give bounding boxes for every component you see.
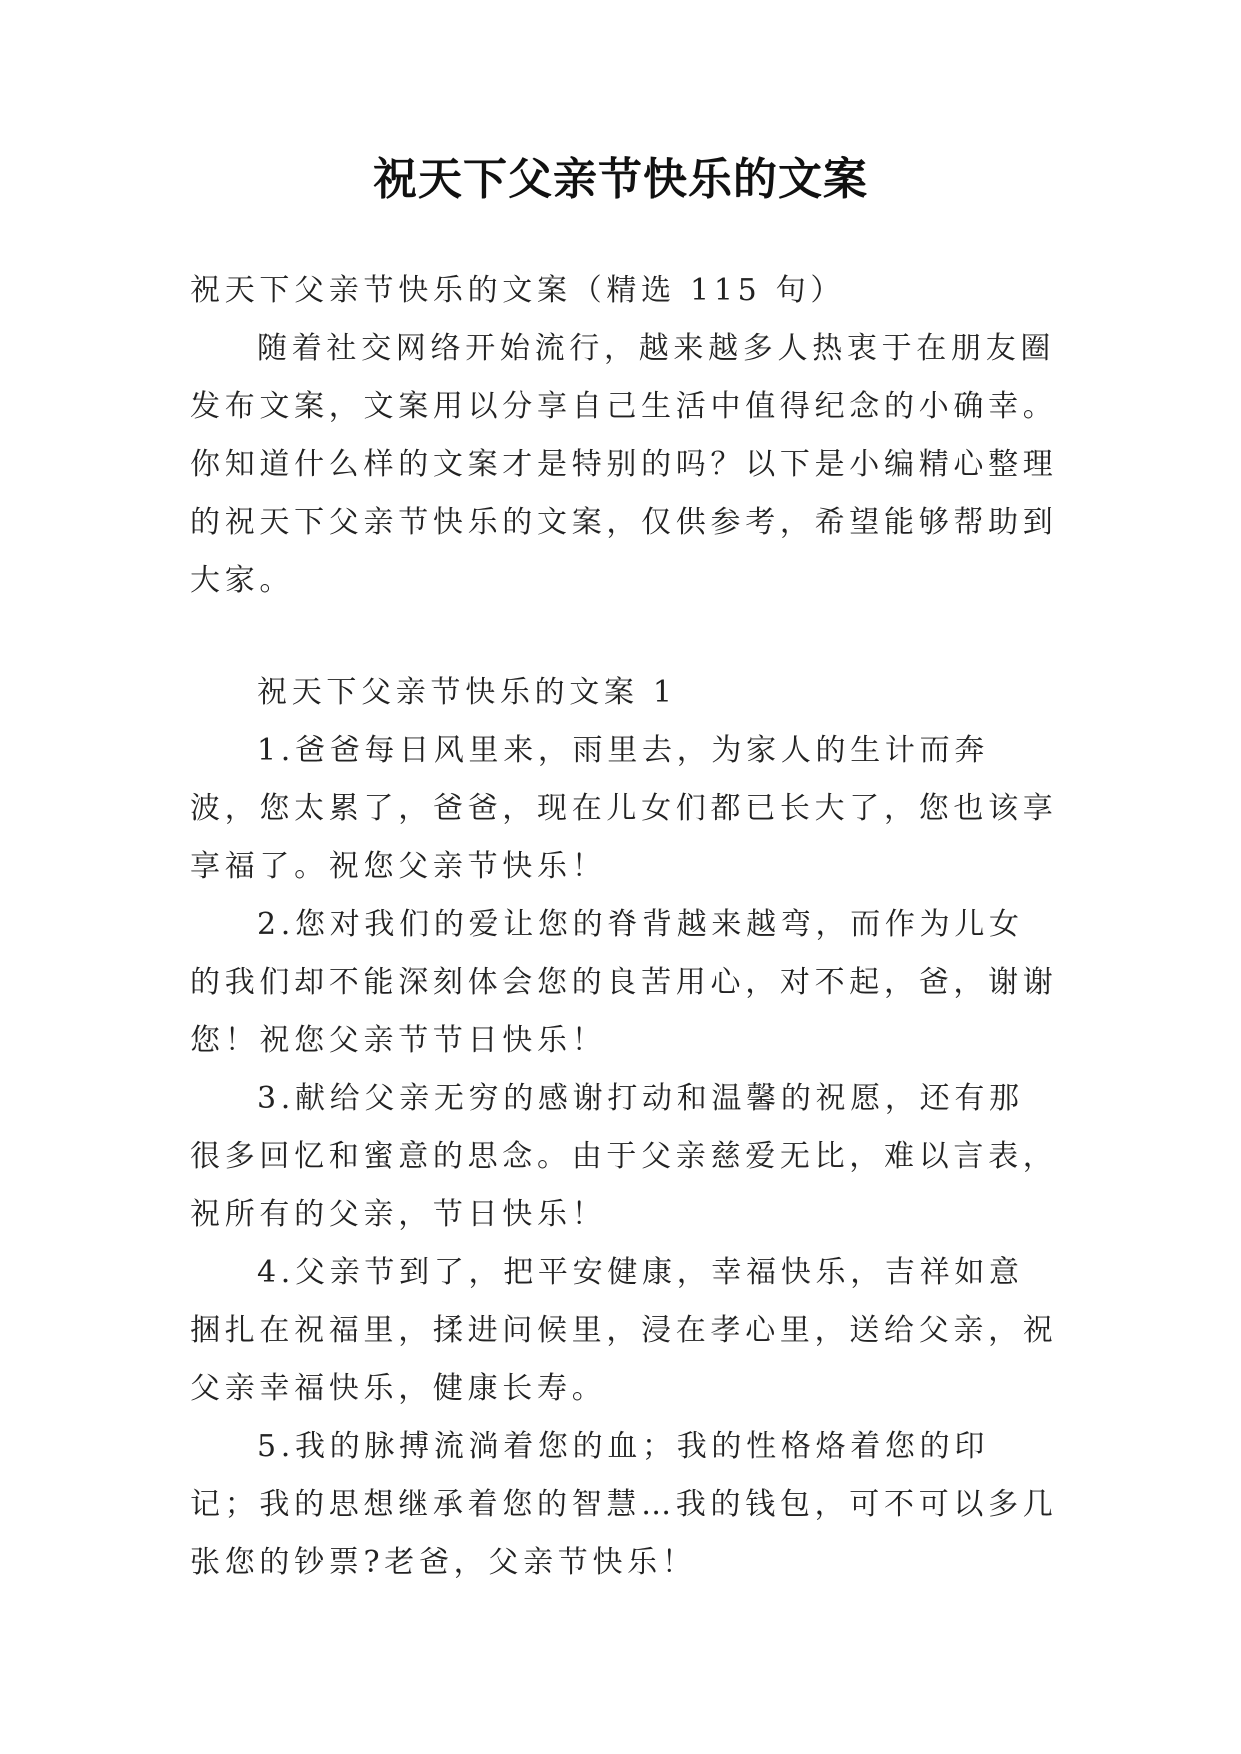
list-item: 5.我的脉搏流淌着您的血；我的性格烙着您的印记；我的思想继承着您的智慧…我的钱包，可不可以多几张您的钞票?老爸，父亲节快乐！ — [190, 1429, 1058, 1580]
document-title: 祝天下父亲节快乐的文案 — [373, 154, 868, 205]
intro-paragraph: 随着社交网络开始流行，越来越多人热衷于在朋友圈发布文案，文案用以分享自己生活中值得纪念的小确幸。你知道什么样的文案才是特别的吗？以下是小编精心整理的祝天下父亲节快乐的文案，仅供参考，希望能够帮助到大家。 — [190, 331, 1058, 598]
list-item: 3.献给父亲无穷的感谢打动和温馨的祝愿，还有那很多回忆和蜜意的思念。由于父亲慈爱无比，难以言表，祝所有的父亲，节日快乐！ — [190, 1081, 1058, 1232]
document-body — [190, 262, 1058, 1592]
list-item: 4.父亲节到了，把平安健康，幸福快乐，吉祥如意捆扎在祝福里，揉进问候里，浸在孝心里，送给父亲，祝父亲幸福快乐，健康长寿。 — [190, 1255, 1058, 1406]
list-item: 1.爸爸每日风里来，雨里去，为家人的生计而奔波，您太累了，爸爸，现在儿女们都已长大了，您也该享享福了。祝您父亲节快乐！ — [190, 733, 1058, 884]
section-heading: 祝天下父亲节快乐的文案 1 — [257, 675, 677, 710]
subtitle-line: 祝天下父亲节快乐的文案（精选 115 句） — [190, 273, 846, 308]
list-item: 2.您对我们的爱让您的脊背越来越弯，而作为儿女的我们却不能深刻体会您的良苦用心，对不起，爸，谢谢您！祝您父亲节节日快乐！ — [190, 907, 1058, 1058]
